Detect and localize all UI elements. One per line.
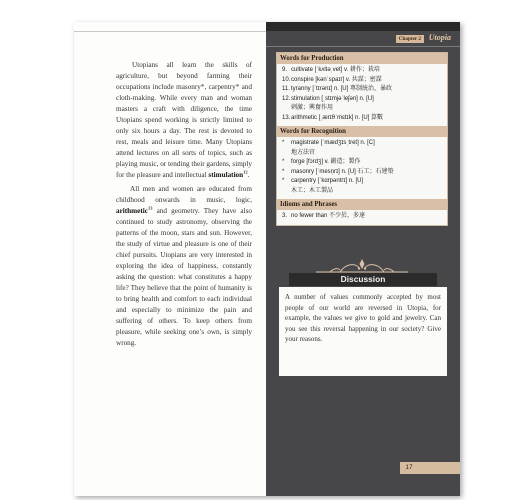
paragraph-1: Utopians all learn the skills of agriculture, but beyond farming their occupations include masonry*, carpentry* and cloth-making. While every man and woman masters a craft with diligence, the time Utopians spend working is strictly limited to only six hours a day. The rest is devoted to rest, meals and leisure time. Many Utopians attend lectures on all sorts of topics, such as playing music, or tending their gardens, simply for the pleasure and intellectual stimulation$^{12}$. — [116, 61, 252, 180]
paragraph-2: All men and women are educated from childhood onwards in music, logic, arithmetic$^{13}$ and geometry. They have also continued to study astronomy, observing the patterns of the moon, stars and sun. However, the study of virtue and pleasure is one of their chief pursuits. Utopians are very interested in exploring the idea of happiness, constantly asking the question: what constitutes a happy life? They believe that the point of humanity is to bring health and comfort to each individual and especially to minimize the pain and suffering of others. To keep others from pleasure, while seeking one’s own, is simply wrong. — [116, 184, 252, 348]
idioms-list — [277, 210, 447, 225]
vocab-item: 11. tyranny [ˈtɪrənɪ] n. [U] 專制統治，暴政 — [282, 86, 392, 92]
vocab-item: 13. arithmetic [ˌærɪθˈmɛtɪk] n. [U] 算數 — [282, 114, 384, 121]
footnote-ref: 13 — [147, 205, 153, 211]
idioms-heading: Idioms and Phrases — [277, 199, 447, 210]
left-column — [74, 22, 266, 496]
vocab-item: * masonry [ˈmesn̩rɪ] n. [U] 石工；石建築 — [282, 168, 394, 175]
vocab-word-arithmetic: arithmetic — [116, 206, 148, 215]
body-text — [116, 60, 252, 351]
top-rule — [74, 31, 266, 32]
chapter-title: Utopia — [428, 33, 451, 42]
vocab-item: * forge [fɔrdʒ] v. 鍛造；製作 — [282, 159, 361, 165]
vocab-item: * magistrate [ˈmædʒɪsˌtret] n. [C] — [282, 140, 375, 146]
vocab-word-stimulation: stimulation — [208, 171, 244, 180]
vocab-item: * carpentry [ˈkɑrpəntrɪ] n. [U] — [282, 178, 364, 184]
vocab-item: 9. cultivate [ˈkʌltəˌvet] v. 耕作；栽培 — [282, 67, 380, 73]
right-column — [266, 22, 460, 496]
chapter-top-bar — [266, 22, 460, 31]
production-list — [277, 64, 447, 126]
chapter-label: Chapter 2 — [396, 35, 424, 43]
production-heading: Words for Production — [277, 53, 447, 64]
vocab-item-continued: 刺激；興奮作用 — [291, 105, 334, 111]
vocabulary-box — [276, 52, 448, 226]
ornament-divider-icon — [312, 258, 412, 274]
vocab-item-continued: 木工；木工製品 — [291, 187, 334, 194]
recognition-list — [277, 137, 447, 199]
discussion-title: Discussion — [289, 273, 437, 286]
page-number: 17 — [405, 464, 413, 471]
book-page — [74, 22, 460, 496]
discussion-text: A number of values commonly accepted by most people of our world are reversed in Utopia, for example, the values we give to gold and jewelry. Can you see this reversal happening in our society? Give your reasons. — [285, 293, 441, 344]
discussion-box — [279, 287, 447, 376]
vocab-item-continued: 地方法官 — [291, 149, 316, 156]
idiom-item: 3. no fewer than 不少於，多達 — [282, 213, 366, 219]
chapter-rule — [266, 46, 460, 47]
vocab-item: 10. conspire [kənˈspaɪr] v. 共謀；密謀 — [282, 76, 382, 83]
recognition-heading: Words for Recognition — [277, 126, 447, 137]
footnote-ref: 12 — [243, 170, 248, 176]
vocab-item: 12. stimulation [ˌstɪmjəˈleʃən] n. [U] — [282, 95, 374, 102]
